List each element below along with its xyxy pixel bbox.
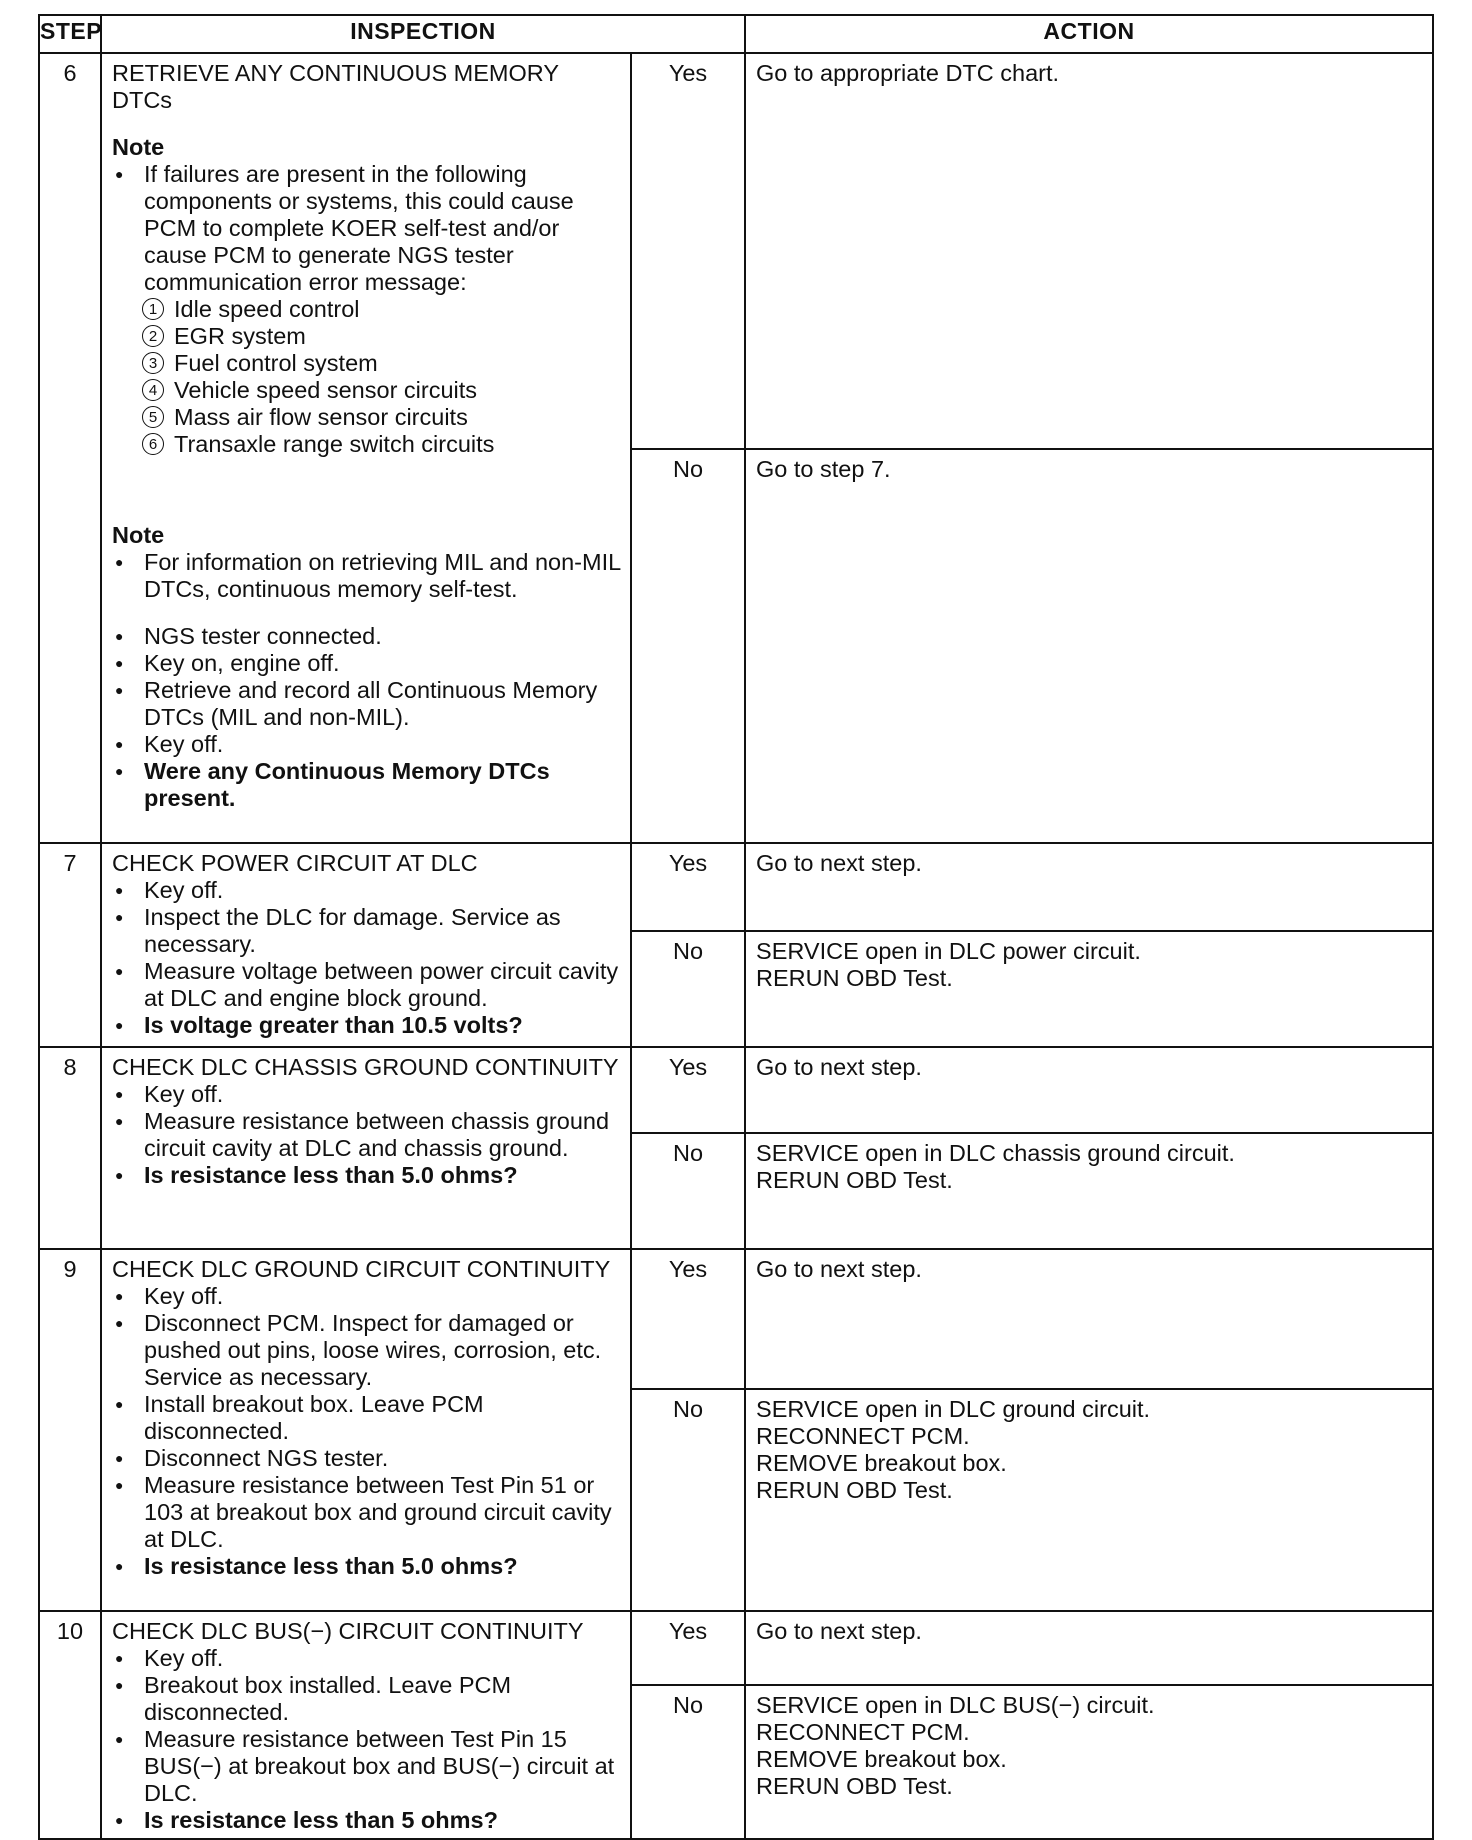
step-10-yes-row xyxy=(39,1611,1433,1685)
list-item: ● Key off. xyxy=(112,731,624,758)
action-yes: Go to next step. xyxy=(745,1611,1433,1685)
step-9-inspection xyxy=(101,1249,631,1611)
step-7-inspection xyxy=(101,843,631,1047)
action-no xyxy=(745,1685,1433,1839)
list-item: ● Measure resistance between Test Pin 15 BUS(−) at breakout box and BUS(−) circuit at DLC. xyxy=(112,1726,624,1807)
step-title: CHECK DLC GROUND CIRCUIT CONTINUITY xyxy=(112,1256,611,1282)
step-6-yes-row xyxy=(39,53,1433,449)
procedure-list xyxy=(112,877,624,1039)
action-line: SERVICE open in DLC BUS(−) circuit. xyxy=(756,1691,1155,1718)
header-inspection: INSPECTION xyxy=(101,15,745,53)
result-yes: Yes xyxy=(631,1249,745,1389)
action-no: Go to step 7. xyxy=(745,449,1433,843)
action-line: RERUN OBD Test. xyxy=(756,965,953,991)
step-title: RETRIEVE ANY CONTINUOUS MEMORY DTCs xyxy=(112,60,559,113)
action-no xyxy=(745,931,1433,1047)
step-9-yes-row xyxy=(39,1249,1433,1389)
list-item: ● Breakout box installed. Leave PCM disconnected. xyxy=(112,1672,624,1726)
action-line: RECONNECT PCM. xyxy=(756,1423,970,1449)
step-number: 6 xyxy=(39,53,101,843)
result-no: No xyxy=(631,1389,745,1611)
list-item: ● Disconnect PCM. Inspect for damaged or pushed out pins, loose wires, corrosion, etc. Service as necessary. xyxy=(112,1310,624,1391)
action-line: RERUN OBD Test. xyxy=(756,1167,953,1193)
result-yes: Yes xyxy=(631,1611,745,1685)
list-item: 5 Mass air flow sensor circuits xyxy=(142,404,624,431)
list-item: ● Inspect the DLC for damage. Service as necessary. xyxy=(112,904,624,958)
question: ● Is resistance less than 5 ohms? xyxy=(112,1807,624,1834)
list-item: 2 EGR system xyxy=(142,323,624,350)
result-no: No xyxy=(631,1133,745,1249)
procedure-list xyxy=(112,623,624,812)
header-action: ACTION xyxy=(745,15,1433,53)
result-yes: Yes xyxy=(631,1047,745,1133)
step-number: 8 xyxy=(39,1047,101,1249)
list-item: 1 Idle speed control xyxy=(142,296,624,323)
action-no xyxy=(745,1133,1433,1249)
header-row xyxy=(39,15,1433,53)
list-item: ● Measure voltage between power circuit cavity at DLC and engine block ground. xyxy=(112,958,624,1012)
note-text: ● If failures are present in the following components or systems, this could cause PCM to complete KOER self-test and/or cause PCM to generate NGS tester communication error message: xyxy=(112,161,624,296)
result-yes: Yes xyxy=(631,53,745,449)
procedure-list xyxy=(112,1645,624,1834)
note-label: Note xyxy=(112,134,165,160)
step-number: 10 xyxy=(39,1611,101,1839)
diagnostic-page xyxy=(38,14,1432,1840)
list-item: ● Measure resistance between Test Pin 51 or 103 at breakout box and ground circuit cavity at DLC. xyxy=(112,1472,624,1553)
list-item: 6 Transaxle range switch circuits xyxy=(142,431,624,458)
note-text: ● For information on retrieving MIL and non-MIL DTCs, continuous memory self-test. xyxy=(112,549,624,603)
question: ● Were any Continuous Memory DTCs present. xyxy=(112,758,624,812)
action-line: RERUN OBD Test. xyxy=(756,1477,953,1503)
list-item: ● Measure resistance between chassis ground circuit cavity at DLC and chassis ground. xyxy=(112,1108,624,1162)
header-step: STEP xyxy=(39,15,101,53)
list-item: ● Key off. xyxy=(112,1283,624,1310)
action-yes: Go to next step. xyxy=(745,843,1433,931)
result-no: No xyxy=(631,931,745,1047)
list-item: ● Install breakout box. Leave PCM disconnected. xyxy=(112,1391,624,1445)
step-8-yes-row xyxy=(39,1047,1433,1133)
action-yes: Go to next step. xyxy=(745,1047,1433,1133)
action-line: RERUN OBD Test. xyxy=(756,1772,953,1799)
question: ● Is resistance less than 5.0 ohms? xyxy=(112,1162,624,1189)
action-line: SERVICE open in DLC power circuit. xyxy=(756,938,1141,964)
note-list xyxy=(112,161,624,296)
step-7-yes-row xyxy=(39,843,1433,931)
circled-number-icon: 2 xyxy=(142,325,164,347)
list-item: ● Key off. xyxy=(112,1645,624,1672)
step-8-inspection xyxy=(101,1047,631,1249)
action-no xyxy=(745,1389,1433,1611)
procedure-list xyxy=(112,1081,624,1189)
diagnostic-table xyxy=(38,14,1434,1840)
systems-list xyxy=(112,296,624,458)
step-title: CHECK DLC CHASSIS GROUND CONTINUITY xyxy=(112,1054,619,1080)
list-item: 3 Fuel control system xyxy=(142,350,624,377)
question: ● Is voltage greater than 10.5 volts? xyxy=(112,1012,624,1039)
step-number: 9 xyxy=(39,1249,101,1611)
result-yes: Yes xyxy=(631,843,745,931)
circled-number-icon: 5 xyxy=(142,406,164,428)
step-title: CHECK DLC BUS(−) CIRCUIT CONTINUITY xyxy=(112,1618,584,1644)
list-item: ● Disconnect NGS tester. xyxy=(112,1445,624,1472)
list-item: ● Retrieve and record all Continuous Memory DTCs (MIL and non-MIL). xyxy=(112,677,624,731)
procedure-list xyxy=(112,1283,624,1580)
circled-number-icon: 6 xyxy=(142,433,164,455)
question: ● Is resistance less than 5.0 ohms? xyxy=(112,1553,624,1580)
action-line: RECONNECT PCM. xyxy=(756,1718,970,1745)
result-no: No xyxy=(631,1685,745,1839)
list-item: ● Key off. xyxy=(112,1081,624,1108)
action-yes: Go to appropriate DTC chart. xyxy=(745,53,1433,449)
step-number: 7 xyxy=(39,843,101,1047)
circled-number-icon: 4 xyxy=(142,379,164,401)
step-title: CHECK POWER CIRCUIT AT DLC xyxy=(112,850,478,876)
circled-number-icon: 1 xyxy=(142,298,164,320)
list-item: ● NGS tester connected. xyxy=(112,623,624,650)
step-6-inspection xyxy=(101,53,631,843)
action-line: REMOVE breakout box. xyxy=(756,1745,1007,1772)
list-item: ● Key off. xyxy=(112,877,624,904)
action-yes: Go to next step. xyxy=(745,1249,1433,1389)
list-item: ● Key on, engine off. xyxy=(112,650,624,677)
list-item: 4 Vehicle speed sensor circuits xyxy=(142,377,624,404)
action-line: SERVICE open in DLC ground circuit. xyxy=(756,1396,1151,1422)
note-label: Note xyxy=(112,522,165,548)
action-line: REMOVE breakout box. xyxy=(756,1450,1007,1476)
result-no: No xyxy=(631,449,745,843)
action-line: SERVICE open in DLC chassis ground circuit. xyxy=(756,1140,1235,1166)
note-list xyxy=(112,549,624,603)
circled-number-icon: 3 xyxy=(142,352,164,374)
step-10-inspection xyxy=(101,1611,631,1839)
